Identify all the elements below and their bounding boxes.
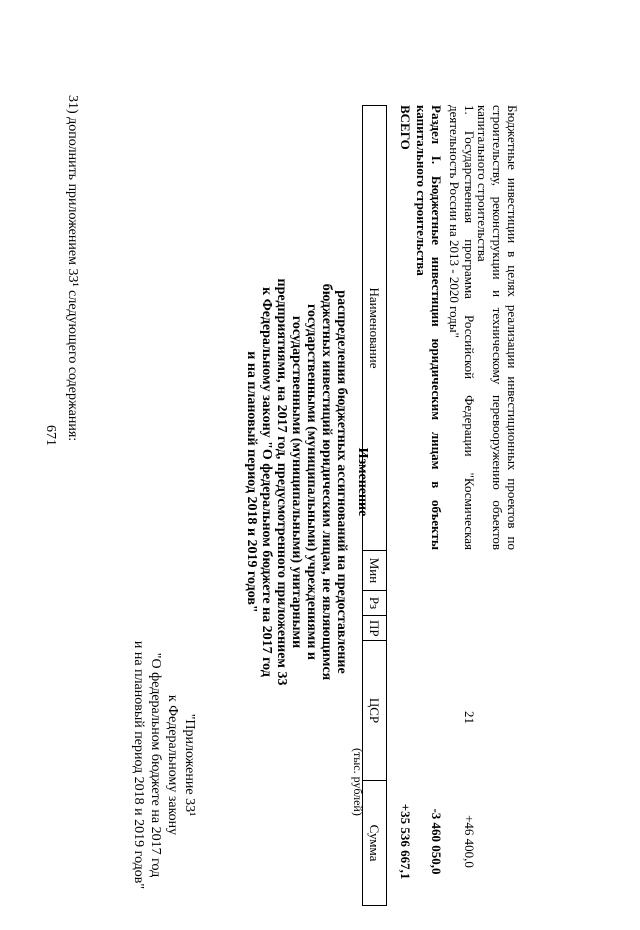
header-name: Наименование — [363, 106, 387, 551]
title-line: государственными (муниципальными) учреждениями и — [304, 304, 319, 660]
title-line: бюджетных инвестиций юридическим лицам, не являющимся — [319, 283, 334, 681]
title-line: и на плановый период 2018 и 2019 годов" — [244, 351, 259, 613]
title-line: государственными (муниципальными) унитарными — [289, 315, 304, 649]
row-total-sum: +35 536 667,1 — [398, 803, 413, 880]
document-title — [244, 262, 370, 702]
row-program-name: 1. Государственная программа Российской Федерации "Космическая деятельность России на 2013 - 2020 годы" — [447, 105, 477, 550]
header-csr: ЦСР — [363, 641, 387, 781]
title-line: к Федеральному закону "О федеральном бюджете на 2017 год — [259, 287, 274, 677]
annex-line: к Федеральному закону — [165, 694, 180, 836]
row-total-name: ВСЕГО — [398, 105, 413, 150]
annex-line: "О федеральном бюджете на 2017 год — [148, 652, 163, 878]
page-number: 671 — [43, 425, 58, 446]
intro-text: 31) дополнить приложением 33¹ следующего содержания: — [65, 95, 80, 442]
title-line: предприятиями, на 2017 год, предусмотренного приложением 33 — [274, 278, 289, 686]
title-main: Изменение — [355, 447, 370, 517]
units-label: (тыс. рублей) — [351, 748, 365, 816]
row-section-sum: -3 460 050,0 — [429, 808, 444, 875]
header-rz: Рз — [363, 591, 387, 616]
row-section-name: Раздел I. Бюджетные инвестиции юридическим лицам в объекты капитального строительства — [414, 105, 444, 550]
title-line: распределения бюджетных ассигнований на предоставление — [334, 290, 349, 674]
annex-line: "Приложение 33¹ — [182, 713, 197, 817]
annex-line: и на плановый период 2018 и 2019 годов" — [131, 640, 146, 890]
row-investments-name: Бюджетные инвестиции в целях реализации инвестиционных проектов по строительству, реконструкции и техническому перевооружению объектов капитального строительства — [475, 105, 520, 550]
header-min: Мин — [363, 551, 387, 591]
budget-table-header — [362, 105, 387, 906]
annex-header — [130, 600, 198, 930]
row-program-sum: +46 400,0 — [462, 815, 477, 868]
row-program-csr: 21 — [462, 711, 477, 724]
header-sum: Сумма — [363, 781, 387, 906]
header-pr: ПР — [363, 616, 387, 641]
